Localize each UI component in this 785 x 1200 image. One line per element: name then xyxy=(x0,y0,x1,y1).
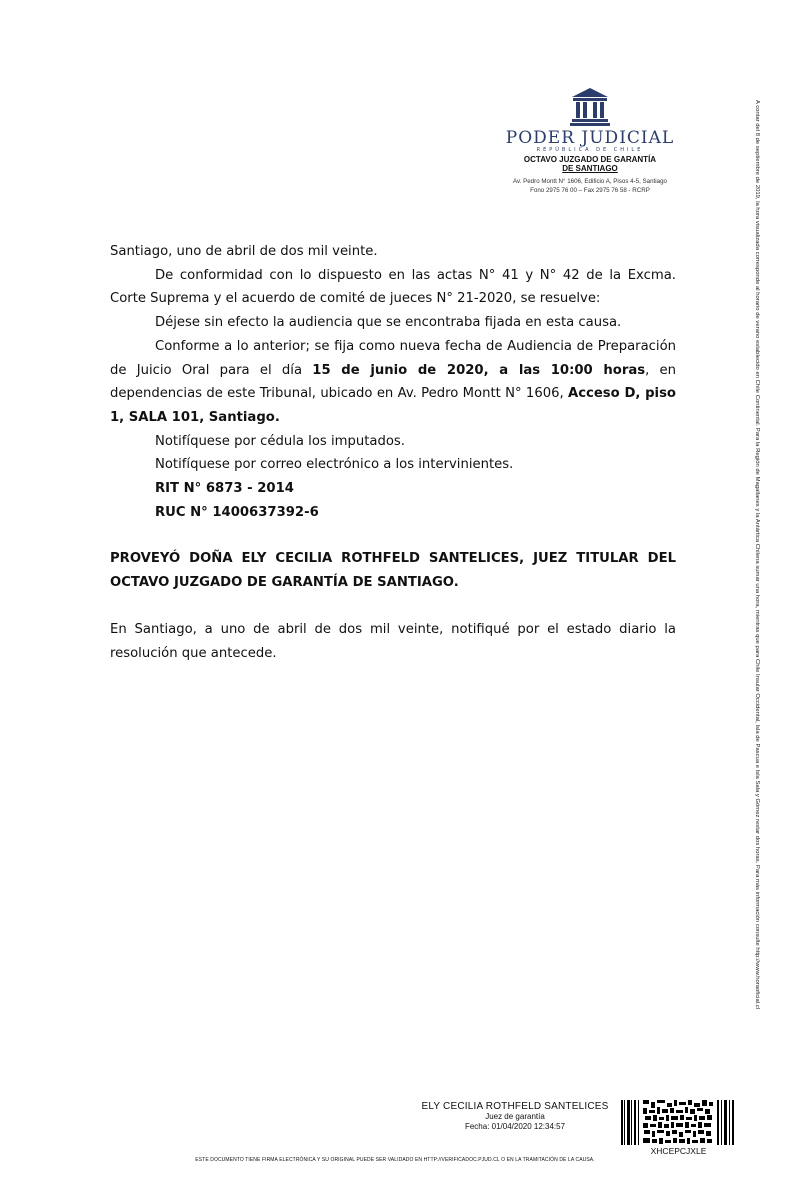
date-line: Santiago, uno de abril de dos mil veinte. xyxy=(110,244,378,259)
paragraph-new-date xyxy=(110,335,676,430)
court-name: OCTAVO JUZGADO DE GARANTÍA xyxy=(523,155,657,164)
courthouse-icon xyxy=(568,86,612,126)
rit-number: RIT N° 6873 - 2014 xyxy=(155,481,294,497)
document-header xyxy=(500,86,680,195)
court-city: DE SANTIAGO xyxy=(562,164,618,173)
side-time-note-text: A contar del 8 de septiembre de 2019, la hora visualizada corresponde al horario de verano establecido en Chile Continental. Para la Región de Magallanes y la Antártica Chilena sumar una hora, mientras que para Chile Insular Occidental, Isla de Pascua e Isla Sala y Gómez restar dos horas. Para más información consulte http://www.horaoficial.cl xyxy=(754,100,760,1009)
country-name: REPÚBLICA DE CHILE xyxy=(536,147,644,153)
side-time-note xyxy=(750,100,764,1095)
paragraph-notify-email: Notifíquese por correo electrónico a los intervinientes. xyxy=(155,457,514,473)
notification-statement: En Santiago, a uno de abril de dos mil veinte, notifiqué por el estado diario la resolución que antecede. xyxy=(110,621,676,661)
resolution-body xyxy=(110,240,676,665)
paragraph-notify-cedula: Notifíquese por cédula los imputados. xyxy=(155,433,405,449)
judge-statement: PROVEYÓ DOÑA ELY CECILIA ROTHFELD SANTELICES, JUEZ TITULAR DEL OCTAVO JUZGADO DE GARANTÍA DE SANTIAGO. xyxy=(110,551,676,591)
hearing-datetime: 15 de junio de 2020, a las 10:00 horas xyxy=(312,362,646,378)
footer-validation-note: ESTE DOCUMENTO TIENE FIRMA ELECTRÓNICA Y SU ORIGINAL PUEDE SER VALIDADO EN HTTP://VERIFICADOC.PJUD.CL O EN LA TRAMITACIÓN DE LA CAUSA. xyxy=(195,1157,595,1163)
paragraph-cancel: Déjese sin efecto la audiencia que se encontraba fijada en esta causa. xyxy=(155,315,622,331)
court-address: Av. Pedro Montt N° 1606, Edificio A, Pisos 4-5, Santiago xyxy=(513,178,667,185)
barcode-code: XHCEPCJXLE xyxy=(650,1146,707,1156)
court-phone: Fono 2975 76 00 – Fax 2975 76 58 - RCRP xyxy=(530,187,650,194)
institution-name: PODER JUDICIAL xyxy=(505,128,675,148)
paragraph-acts: De conformidad con lo dispuesto en las actas N° 41 y N° 42 de la Excma. Corte Suprema y el acuerdo de comité de jueces N° 21-2020, se resuelve: xyxy=(110,267,676,307)
signature-block xyxy=(400,1101,630,1132)
signature-date: Fecha: 01/04/2020 12:34:57 xyxy=(464,1122,566,1131)
new-date-location: , en dependencias de este Tribunal, ubicado en Av. Pedro Montt N° 1606, xyxy=(110,362,676,402)
hearing-room: Acceso D, piso 1, SALA 101, Santiago. xyxy=(110,386,676,425)
signer-name: ELY CECILIA ROTHFELD SANTELICES xyxy=(421,1101,609,1112)
verification-barcode xyxy=(621,1100,736,1145)
signer-role: Juez de garantía xyxy=(485,1112,545,1121)
ruc-number: RUC N° 1400637392-6 xyxy=(155,504,319,520)
new-date-intro: Conforme a lo anterior; se fija como nueva fecha de Audiencia de Preparación de Juicio Oral para el día xyxy=(110,338,676,378)
